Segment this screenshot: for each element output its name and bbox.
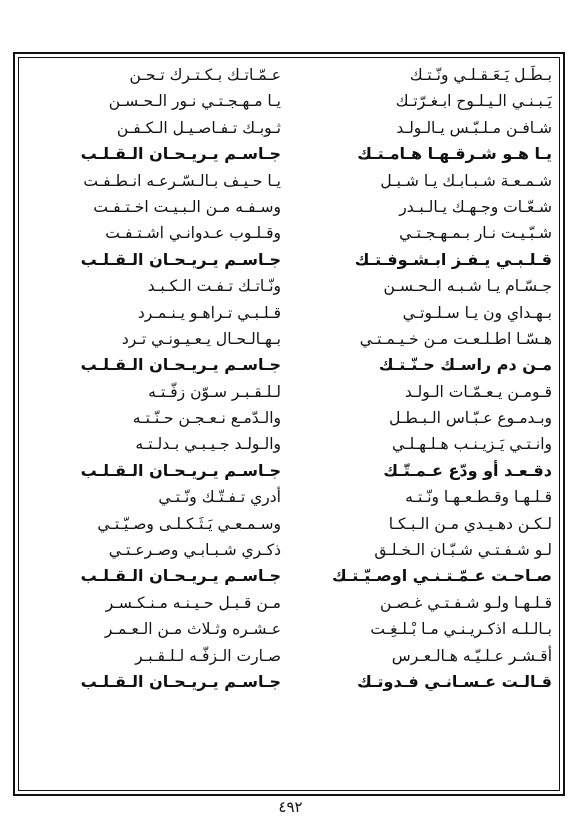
verse-second-hemistich: وسـمـعـي يَـثَـكـلـى وصـيّـتـي (97, 514, 281, 533)
verse-second-hemistich: وقـلـوب عـدوانـي اشـتـفـت (105, 224, 281, 243)
verse (24, 405, 556, 431)
verse-first-hemistich: قـلـبـي يـفـز ابـشـوفـتـك (354, 249, 552, 269)
verse (24, 194, 556, 220)
verse-second-hemistich: صـارت الـزفّـه لـلـقـبـر (135, 646, 281, 665)
verse-second-hemistich: جـاسـم يـريـحـان الـقـلـب (80, 249, 281, 269)
verse-first-hemistich: جـسّـام يـا شـبـه الـحـسـن (383, 277, 552, 296)
verse-second-hemistich: يـا مـهـجـتـي نـور الـحـسـن (108, 92, 281, 111)
verse-first-hemistich: بـهـداي ون يـا سـلـوتـي (402, 303, 552, 322)
refrain-verse (24, 563, 556, 589)
page-number (0, 796, 581, 818)
verse (24, 88, 556, 114)
refrain-verse (24, 669, 556, 695)
verse-first-hemistich: يَـبـنـي الـيـلـوح ابـغـرّتـك (395, 92, 552, 111)
verse-second-hemistich: والـولـد جـيـبـي بـدلـتـه (135, 435, 281, 454)
verse-first-hemistich: دقـعـد أو ودّع عـمـتّـك (383, 460, 552, 480)
verse-second-hemistich: ونّـاتـك تـفـت الـكـبـد (147, 277, 281, 296)
verse-second-hemistich: ثـوبـك تـفـاصـيـل الـكـفـن (116, 118, 281, 137)
verse-second-hemistich: جـاسـم يـريـحـان الـقـلـب (80, 566, 281, 586)
verse (24, 537, 556, 563)
verse-first-hemistich: شـافـن مـلـبّـس يـالـولـد (396, 118, 552, 137)
verse-first-hemistich: شـبّـيـت نـار بـمـهـجـتـي (399, 224, 552, 243)
verse-second-hemistich: أدري تـفـتّـك ونّـتـي (158, 488, 281, 507)
verse (24, 326, 556, 352)
verse-first-hemistich: بـطَـل يَـعَـقـلـي ونّـتـك (409, 66, 552, 84)
verse-first-hemistich: يـا هـو شـرقـهـا هـامـتـك (357, 144, 552, 164)
verse (24, 484, 556, 510)
verse-second-hemistich: جـاسـم يـريـحـان الـقـلـب (80, 355, 281, 375)
verse-second-hemistich: جـاسـم يـريـحـان الـقـلـب (80, 671, 281, 691)
verse-first-hemistich: قـومـن يـعـمّـات الـولـد (404, 382, 552, 401)
verse (24, 431, 556, 457)
verse (24, 300, 556, 326)
verse-first-hemistich: شـمـعـة شـبـابـك يـا شـبـل (380, 171, 552, 190)
verse-second-hemistich: يـا حـيـف بـالـسّـرعـه انـطـفـت (83, 171, 281, 190)
verse-first-hemistich: هـسّـا اطـلـعـت مـن خـيـمـتـي (359, 329, 552, 348)
verse (24, 273, 556, 299)
verse-first-hemistich: قـلـهـا ولـو شـفـتـي غـصـن (379, 593, 552, 612)
verse-second-hemistich: مـن قـبـل حـيـنـه مـنـكـسـر (105, 593, 281, 612)
verse-first-hemistich: مـن دم راسـك حـنّـتـك (378, 355, 552, 375)
verse-second-hemistich: بـهـالـحـال يـعـيـونـي تـرد (121, 329, 281, 348)
verse-second-hemistich: والـدّمـع نـعـجـن حـنّـتـه (132, 409, 281, 428)
verse-first-hemistich: لـو شـفـتـي شـبّـان الـخـلـق (374, 541, 552, 560)
verse-second-hemistich: جـاسـم يـريـحـان الـقـلـب (80, 144, 281, 164)
verse-first-hemistich: قـالـت عـسـانـي فـدوتـك (357, 671, 552, 691)
verse-second-hemistich: قـلـبـي تـراهـو يـنـمـرد (137, 303, 281, 322)
refrain-verse (24, 247, 556, 273)
verse-first-hemistich: شـعّـات وجـهـك يـالـبـدر (399, 197, 552, 216)
verse (24, 379, 556, 405)
verse (24, 511, 556, 537)
verse-first-hemistich: أقـشـر عـلـيّـه هـالـعـرس (391, 646, 552, 665)
verse-second-hemistich: لـلـقـبـر سـوّن زفّـتـه (148, 382, 281, 401)
verse (24, 220, 556, 246)
refrain-verse (24, 141, 556, 167)
verse (24, 590, 556, 616)
poem-body (24, 62, 556, 695)
refrain-verse (24, 352, 556, 378)
verse-first-hemistich: وانـتـي يَـزيـنـب هـلـهـلـي (391, 435, 552, 454)
verse-first-hemistich: وبـدمـوع عـبّـاس الـبـطـل (389, 409, 552, 428)
verse (24, 643, 556, 669)
verse-second-hemistich: وسـفـه مـن الـبـيـت اخـتـفـت (93, 197, 281, 216)
verse (24, 115, 556, 141)
verse (24, 62, 556, 88)
verse-second-hemistich: ذكـري شـبـابـي وصـرعـتـي (108, 541, 281, 560)
verse-first-hemistich: صـاحـت عـمّـتـنـي اوصـيّـتـك (331, 566, 552, 586)
verse-first-hemistich: لـكـن دهـيـدي مـن الـبـكـا (388, 514, 552, 533)
verse-first-hemistich: بـالـلـه اذكـريـنـي مـا بْـلـغِـت (370, 620, 552, 639)
verse (24, 168, 556, 194)
verse-first-hemistich: قـلـهـا وقـطـعـهـا ونّـتـه (405, 488, 552, 507)
page-number-text: ٤٩٢ (272, 796, 308, 818)
verse-second-hemistich: عـمّـاتـك بـكـتـرك تـحـن (129, 66, 281, 84)
verse-second-hemistich: جـاسـم يـريـحـان الـقـلـب (80, 460, 281, 480)
verse (24, 616, 556, 642)
refrain-verse (24, 458, 556, 484)
verse-second-hemistich: عـشـره وثـلاث مـن الـعـمـر (104, 620, 281, 639)
